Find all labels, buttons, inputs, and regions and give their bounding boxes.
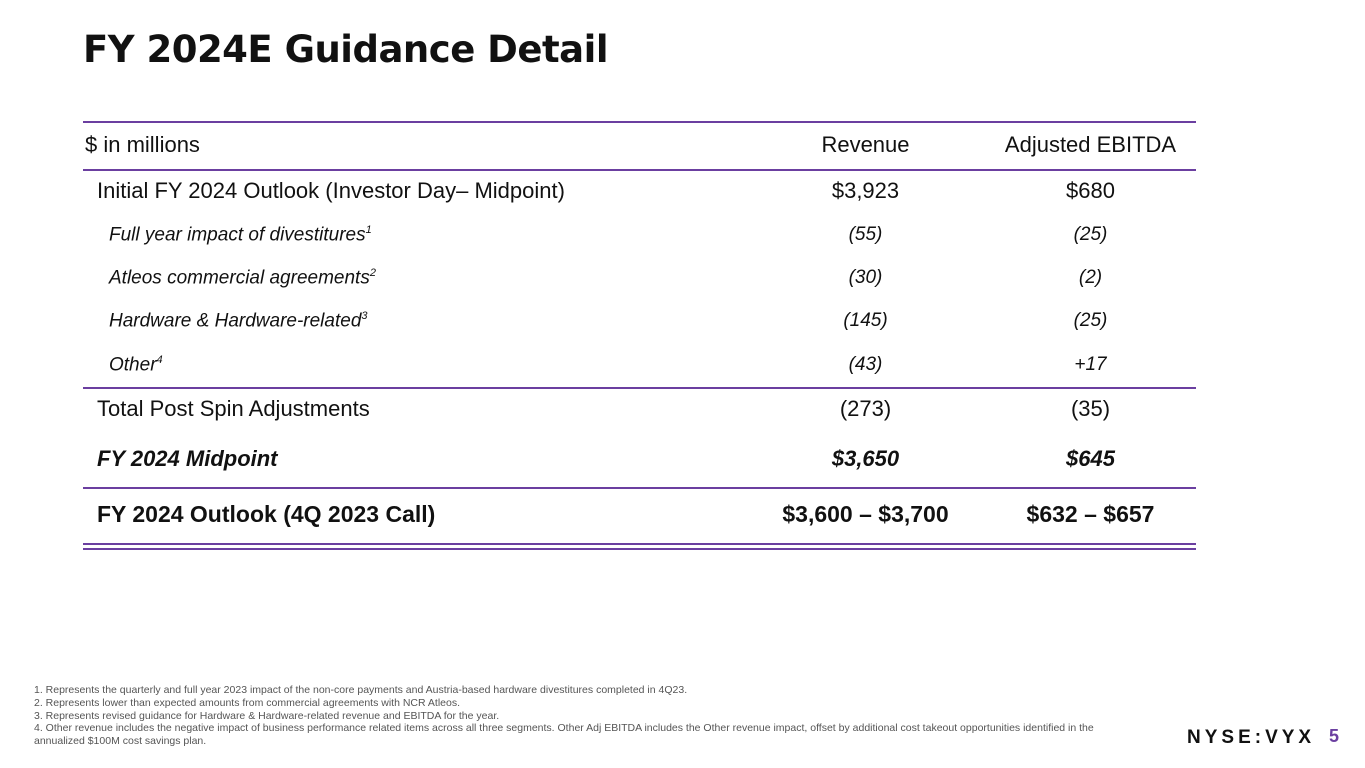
page-title: FY 2024E Guidance Detail	[83, 28, 609, 71]
footnote: 3. Represents revised guidance for Hardware & Hardware-related revenue and EBITDA for the year.	[34, 709, 500, 722]
adjustments-rule	[83, 387, 1196, 389]
total-revenue: (273)	[839, 396, 892, 421]
ticker-logo: NYSE:VYX	[1187, 727, 1316, 748]
outlook-rule-lower	[83, 548, 1196, 550]
adjustment-revenue: (43)	[848, 354, 883, 375]
outlook-label: FY 2024 Outlook (4Q 2023 Call)	[97, 501, 436, 527]
adjustment-revenue: (145)	[843, 310, 888, 331]
adjustment-revenue: (55)	[848, 224, 883, 245]
footnote: 1. Represents the quarterly and full year 2023 impact of the non-core payments and Austria-based hardware divestitures completed in 4Q23.	[34, 684, 688, 696]
adjustment-label: Full year impact of divestitures$^1$	[109, 224, 372, 246]
initial-label: Initial FY 2024 Outlook (Investor Day– Midpoint)	[97, 178, 565, 203]
initial-revenue: $3,923	[831, 178, 900, 203]
footnotes	[34, 684, 1124, 748]
midpoint-rule	[83, 487, 1196, 489]
outlook-revenue: $3,600 – $3,700	[782, 501, 949, 527]
midpoint-label: FY 2024 Midpoint	[97, 446, 278, 471]
adjustment-ebitda: (25)	[1073, 224, 1108, 245]
adjustment-ebitda: +17	[1074, 354, 1107, 375]
adjustment-label: Hardware & Hardware-related$^3$	[109, 310, 368, 332]
midpoint-revenue: $3,650	[831, 446, 900, 471]
header-label: $ in millions	[85, 132, 200, 157]
outlook-rule-upper	[83, 543, 1196, 545]
adjustment-label: Atleos commercial agreements$^2$	[109, 267, 376, 289]
header-revenue: Revenue	[821, 132, 910, 157]
total-ebitda: (35)	[1070, 396, 1111, 421]
total-label: Total Post Spin Adjustments	[97, 396, 370, 421]
table-top-rule	[83, 121, 1196, 123]
page-number: 5	[1329, 726, 1340, 746]
midpoint-ebitda: $645	[1066, 446, 1115, 471]
header-rule	[83, 169, 1196, 171]
footnote-marker: 3	[361, 310, 368, 322]
adjustment-ebitda: (2)	[1078, 267, 1103, 288]
adjustment-revenue: (30)	[848, 267, 883, 288]
footnote: 2. Represents lower than expected amounts from commercial agreements with NCR Atleos.	[34, 696, 461, 709]
footnote-marker: 2	[369, 267, 376, 279]
outlook-ebitda: $632 – $657	[1026, 501, 1155, 527]
footnote: 4. Other revenue includes the negative impact of business performance related items across all three segments. Other Adj EBITDA includes the Other revenue impact, offset by additional cost takeout opportunities identified in the annualized $100M cost savings plan.	[34, 722, 1094, 748]
footnote-marker: 1	[365, 224, 372, 236]
adjustment-ebitda: (25)	[1073, 310, 1108, 331]
header-ebitda: Adjusted EBITDA	[1004, 132, 1177, 157]
adjustment-label: Other$^4$	[109, 354, 163, 376]
initial-ebitda: $680	[1066, 178, 1115, 203]
footnote-marker: 4	[156, 354, 163, 366]
